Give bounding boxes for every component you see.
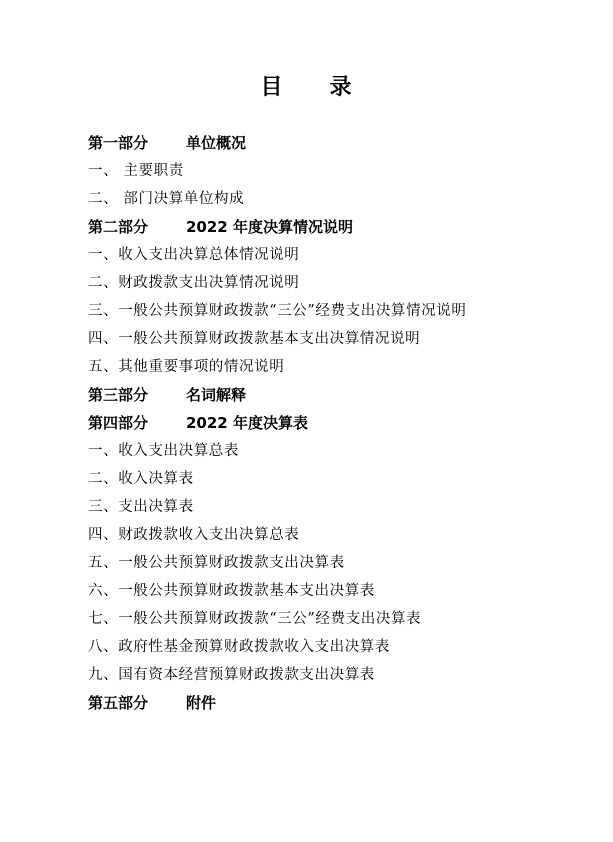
page-title (0, 70, 613, 101)
toc-entry[interactable]: 四、一般公共预算财政拨款基本支出决算情况说明 (88, 331, 421, 347)
toc-entry[interactable]: 一、收入支出决算总表 (88, 443, 239, 459)
toc-entry[interactable]: 二、财政拨款支出决算情况说明 (88, 275, 300, 291)
toc-entry[interactable]: 一、收入支出决算总体情况说明 (88, 247, 300, 263)
toc-part-heading[interactable] (88, 689, 568, 717)
toc-part-heading[interactable] (88, 409, 568, 437)
toc-entry[interactable]: 二、 部门决算单位构成 (88, 191, 245, 207)
part-label: 第二部分 (88, 218, 149, 236)
part-title: 附件 (186, 694, 217, 712)
part-title: 单位概况 (186, 134, 247, 152)
toc-entry[interactable]: 五、其他重要事项的情况说明 (88, 359, 285, 375)
toc-entry[interactable]: 九、国有资本经营预算财政拨款支出决算表 (88, 667, 375, 683)
toc-entry[interactable]: 四、财政拨款收入支出决算总表 (88, 527, 300, 543)
part-title: 2022 年度决算情况说明 (186, 218, 353, 236)
toc-entry[interactable]: 三、一般公共预算财政拨款“三公”经费支出决算情况说明 (88, 303, 467, 319)
toc-entry[interactable]: 一、 主要职责 (88, 163, 184, 179)
toc-entry[interactable]: 七、一般公共预算财政拨款“三公”经费支出决算表 (88, 611, 422, 627)
part-label: 第三部分 (88, 386, 149, 404)
toc-entry[interactable]: 五、一般公共预算财政拨款支出决算表 (88, 555, 345, 571)
toc-entry[interactable]: 八、政府性基金预算财政拨款收入支出决算表 (88, 639, 390, 655)
toc-part-heading[interactable] (88, 213, 568, 241)
toc-entry[interactable]: 六、一般公共预算财政拨款基本支出决算表 (88, 583, 375, 599)
toc-part-heading[interactable] (88, 381, 568, 409)
toc-entry[interactable]: 二、收入决算表 (88, 471, 194, 487)
part-label: 第一部分 (88, 134, 149, 152)
part-label: 第五部分 (88, 694, 149, 712)
toc-part-heading[interactable] (88, 129, 568, 157)
title-char-2: 录 (329, 74, 353, 100)
part-title: 2022 年度决算表 (186, 414, 308, 432)
toc-entry[interactable]: 三、支出决算表 (88, 499, 194, 515)
title-char-1: 目 (260, 74, 284, 100)
part-label: 第四部分 (88, 414, 149, 432)
part-title: 名词解释 (186, 386, 247, 404)
table-of-contents (88, 129, 568, 717)
